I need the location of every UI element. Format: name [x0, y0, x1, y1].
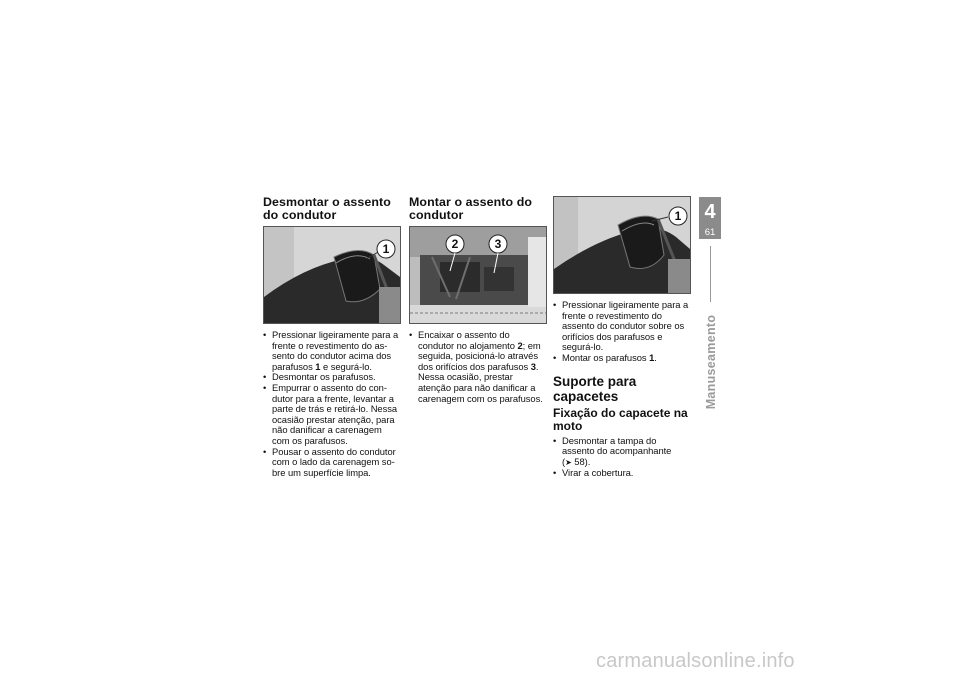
- list-item: • Desmontar a tampa do assento do acompanhante (➤ 58).: [553, 436, 691, 469]
- list-item: • Empurrar o assento do condutor para a frente, levantar a parte de trás e retirá-lo. Nessa ocasião prestar atenção, para não danificar a carenagem com os parafusos.: [263, 383, 401, 447]
- callout-3: 3: [494, 237, 502, 251]
- steps-remove-seat: [263, 330, 401, 478]
- column-1: [263, 196, 401, 478]
- list-item: • Pressionar ligeiramente para a frente o revestimento do assento do condutor sobre os orifícios dos parafusos e segurá-lo.: [553, 300, 691, 353]
- list-item: • Encaixar o assento do condutor no alojamento 2; em seguida, posicioná-lo através dos orifícios dos parafusos 3. Nessa ocasião, prestar atenção para não danificar a carenagem com os parafusos.: [409, 330, 547, 404]
- watermark: carmanualsonline.info: [596, 650, 795, 672]
- photo-seat-removal: [263, 226, 401, 324]
- subheading-helmet-fixing: Fixação do capacete na moto: [553, 405, 688, 433]
- list-item: • Pousar o assento do condutor com o lado da carenagem sobre um superfície limpa.: [263, 447, 401, 479]
- steps-install-seat: [409, 330, 547, 404]
- photo-seat-screws-illustration: [554, 197, 690, 293]
- page-number: 61: [704, 227, 716, 238]
- callout-1: 1: [674, 209, 682, 223]
- steps-helmet-fixing: [553, 436, 691, 479]
- steps-refit-seat: [553, 300, 691, 364]
- heading-install-seat: Montar o assento do condutor: [409, 195, 533, 222]
- chapter-number: 4: [704, 201, 716, 223]
- list-item: • Desmontar os parafusos.: [263, 372, 401, 383]
- list-item: • Montar os parafusos 1.: [553, 353, 691, 364]
- photo-seat-installation-illustration: [410, 227, 546, 323]
- photo-seat-installation: [409, 226, 547, 324]
- chapter-divider: [710, 246, 711, 302]
- callout-1: 1: [382, 242, 390, 256]
- column-2: [409, 196, 547, 404]
- list-item: • Virar a cobertura.: [553, 468, 691, 479]
- column-3: [553, 196, 691, 479]
- chapter-title: Manuseamento: [704, 314, 718, 410]
- heading-helmet-holder: Suporte para capacetes: [553, 373, 637, 404]
- arrow-reference-icon: ➤: [565, 457, 572, 467]
- list-item: • Pressionar ligeiramente para a frente o revestimento do assento do condutor acima dos parafusos 1 e segurá-lo.: [263, 330, 401, 372]
- heading-remove-seat: Desmontar o assento do condutor: [263, 195, 391, 222]
- photo-seat-screws: [553, 196, 691, 294]
- callout-2: 2: [451, 237, 459, 251]
